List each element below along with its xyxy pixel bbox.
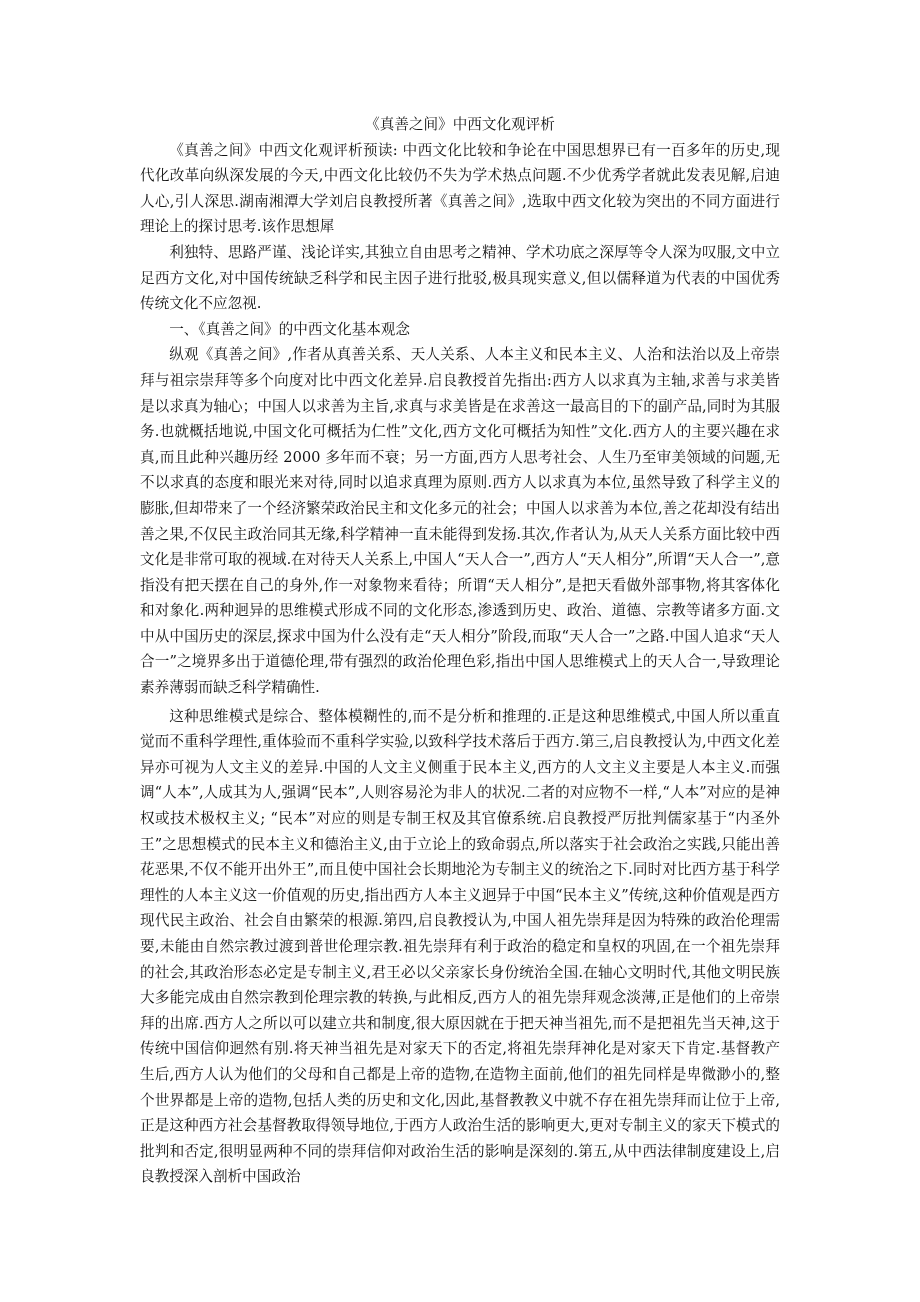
paragraph-intro: 《真善之间》中西文化观评析预读: 中西文化比较和争论在中国思想界已有一百多年的历史,现代化改革向纵深发展的今天,中西文化比较仍不失为学术热点问题.不少优秀学者就此发表见解,启迪人心,引人深思.湖南湘潭大学刘启良教授所著《真善之间》,选取中西文化较为突出的不同方面进行理论上的探讨思考.该作思想犀 — [140, 141, 780, 236]
paragraph-intro-continued: 利独特、思路严谨、浅论详实,其独立自由思考之精神、学术功底之深厚等令人深为叹服,文中立足西方文化,对中国传统缺乏科学和民主因子进行批驳,极具现实意义,但以儒释道为代表的中国优秀传统文化不应忽视. — [140, 243, 780, 313]
paragraph-section-1-body: 纵观《真善之间》,作者从真善关系、天人关系、人本主义和民本主义、人治和法治以及上帝崇拜与祖宗崇拜等多个向度对比中西文化差异.启良教授首先指出:西方人以求真为主轴,求善与求美皆是以求真为轴心；中国人以求善为主旨,求真与求美皆是在求善这一最高目的下的副产品,同时为其服务.也就概括地说,中国文化可概括为仁性”文化,西方文化可概括为知性”文化.西方人的主要兴趣在求真,而且此种兴趣历经 2000 多年而不衰；另一方面,西方人思考社会、人生乃至审美领域的问题,无不以求真的态度和眼光来对待,同时以追求真理为原则.西方人以求真为本位,虽然导致了科学主义的膨胀,但却带来了一个经济繁荣政治民主和文化多元的社会；中国人以求善为本位,善之花却没有结出善之果,不仅民主政治同其无缘,科学精神一直未能得到发扬.其次,作者认为,从天人关系方面比较中西文化是非常可取的视域.在对待天人关系上,中国人“天人合一”,西方人“天人相分”,所谓“天人合一”,意指没有把天摆在自己的身外,作一对象物来看待；所谓“天人相分”,是把天看做外部事物,将其客体化和对象化.两种迥异的思维模式形成不同的文化形态,渗透到历史、政治、道德、宗教等诸多方面.文中从中国历史的深层,探求中国为什么没有走“天人相分”阶段,而取“天人合一”之路.中国人追求“天人合一”之境界多出于道德伦理,带有强烈的政治伦理色彩,指出中国人思维模式上的天人合一,导致理论素养薄弱而缺乏科学精确性. — [140, 346, 780, 697]
document-page — [140, 112, 780, 1190]
document-title: 《真善之间》中西文化观评析 — [365, 116, 555, 133]
section-heading-1: 一、《真善之间》的中西文化基本观念 — [169, 320, 410, 338]
paragraph-section-1-body-2: 这种思维模式是综合、整体模糊性的,而不是分析和推理的.正是这种思维模式,中国人所以重直觉而不重科学理性,重体验而不重科学实验,以致科学技术落后于西方.第三,启良教授认为,中西文化差异亦可视为人文主义的差异.中国的人文主义侧重于民本主义,西方的人文主义主要是人本主义.而强调“人本”,人成其为人,强调“民本”,人则容易沦为非人的状况.二者的对应物不一样,“人本”对应的是神权或技术极权主义; “民本”对应的则是专制王权及其官僚系统.启良教授严厉批判儒家基于“内圣外王”之思想模式的民本主义和德治主义,由于立论上的致命弱点,所以落实于社会政治之实践,只能出善花恶果,不仅不能开出外王”,而且使中国社会长期地沦为专制主义的统治之下.同时对比西方基于科学理性的人本主义这一价值观的历史,指出西方人本主义迥异于中国“民本主义”传统,这种价值观是西方现代民主政治、社会自由繁荣的根源.第四,启良教授认为,中国人祖先崇拜是因为特殊的政治伦理需要,未能由自然宗教过渡到普世伦理宗教.祖先崇拜有利于政治的稳定和皇权的巩固,在一个祖先崇拜的社会,其政治形态必定是专制主义,君王必以父亲家长身份统治全国.在轴心文明时代,其他文明民族大多能完成由自然宗教到伦理宗教的转换,与此相反,西方人的祖先崇拜观念淡薄,正是他们的上帝崇拜的出席.西方人之所以可以建立共和制度,很大原因就在于把天神当祖先,而不是把祖先当天神,这于传统中国信仰迥然有别.将天神当祖先是对家天下的否定,将祖先崇拜神化是对家天下肯定.基督教产生后,西方人认为他们的父母和自己都是上帝的造物,在造物主面前,他们的祖先同样是卑微渺小的,整个世界都是上帝的造物,包括人类的历史和文化,因此,基督教教义中就不存在祖先崇拜而让位于上帝,正是这种西方社会基督教取得领导地位,于西方人政治生活的影响更大,更对专制主义的家天下模式的批判和否定,很明显两种不同的崇拜信仰对政治生活的影响是深刻的.第五,从中西法律制度建设上,启良教授深入剖析中国政治 — [140, 707, 780, 1186]
